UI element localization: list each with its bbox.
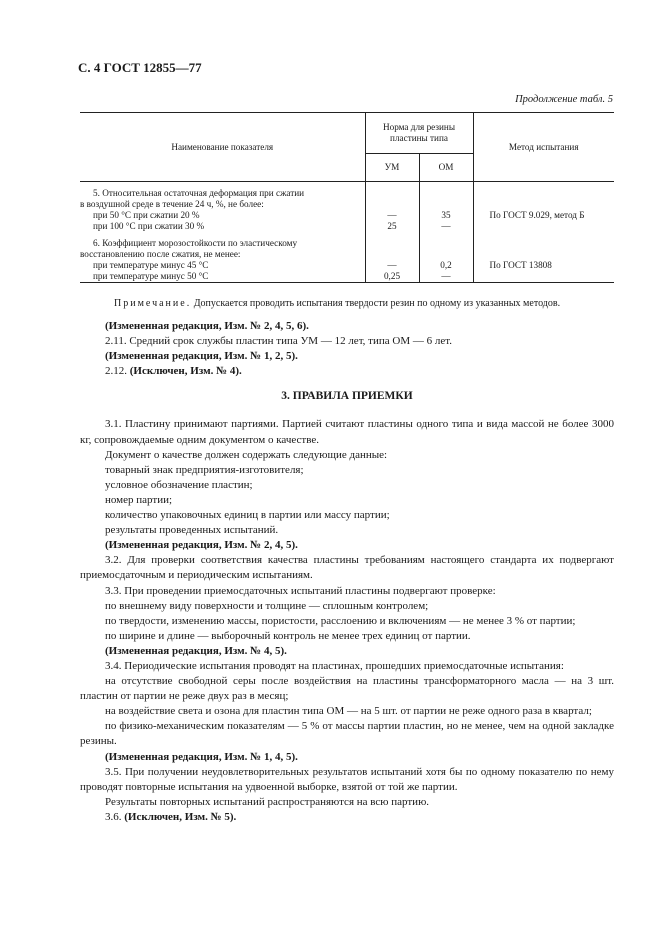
row-5-um-1: — [387,210,397,220]
column-method-values [473,182,614,283]
amendment-note: (Измененная редакция, Изм. № 4, 5). [105,644,287,657]
amendment-note: (Измененная редакция, Изм. № 1, 2, 5). [105,350,298,363]
clause-2-11: 2.11. Средний срок службы пластин типа УМ — 12 лет, типа ОМ — 6 лет. [105,335,452,348]
clause-2-12: 2.12. (Исключен, Изм. № 4). [105,365,242,378]
table-continuation-label: Продолжение табл. 5 [515,94,613,105]
table-note [114,298,560,309]
header-om: ОМ [438,162,454,172]
list-item: по физико-механическим показателям — 5 % от массы партии пластин, но не менее, чем на одной закладке резины. [80,720,614,748]
clause-3-6: 3.6. (Исключен, Изм. № 5). [105,810,237,823]
row-6-indicator: 6. Коэффициент морозостойкости по эластическому восстановлению после сжатия, не менее: при температуре минус 45 °С при температуре минус 50 °С [80,238,298,281]
amendment-note: (Измененная редакция, Изм. № 1, 4, 5). [105,750,298,763]
row-6-method: По ГОСТ 13808 [489,260,552,270]
column-um-values [365,182,419,283]
row-5-om-1: 35 [441,210,451,220]
clause-3-1: 3.1. Пластину принимают партиями. Партией считают пластины одного типа и вида массой не более 3000 кг, сопровождаемые одним документом о качестве. [80,418,614,446]
row-5-um-2: 25 [387,221,397,231]
row-6-um-1: — [387,260,397,270]
clause-3-2: 3.2. Для проверки соответствия качества пластины требованиям настоящего стандарта их подвергают приемосдаточным и периодическим испытаниям. [80,554,614,582]
clause-3-5-result: Результаты повторных испытаний распространяются на всю партию. [105,795,430,808]
list-item: товарный знак предприятия-изготовителя; [105,463,304,476]
document-body [80,319,614,825]
row-6-um-2: 0,25 [383,271,401,281]
header-norm-line1: Норма для резины [382,122,455,132]
document-intro: Документ о качестве должен содержать следующие данные: [105,448,388,461]
header-method: Метод испытания [473,113,614,182]
list-item: по внешнему виду поверхности и толщине — сплошным контролем; [105,599,429,612]
table-body-row [80,182,614,283]
properties-table [80,112,614,283]
header-norm-line2: пластины типа [390,133,448,143]
header-norm [365,113,473,182]
column-om-values [419,182,473,283]
row-6-om-2: — [441,271,451,281]
list-item: по твердости, изменению массы, пористости, расслоению и включениям — не менее 3 % от партии; [105,614,576,627]
list-item: на отсутствие свободной серы после воздействия на пластины трансформаторного масла — на 3 шт. пластин от партии не реже двух раз в месяц; [80,675,614,703]
section-title: 3. ПРАВИЛА ПРИЕМКИ [281,390,413,403]
row-5-method: По ГОСТ 9.029, метод Б [489,210,585,220]
list-item: количество упаковочных единиц в партии или массу партии; [105,509,390,522]
clause-3-4: 3.4. Периодические испытания проводят на пластинах, прошедших приемосдаточные испытания: [105,659,564,672]
note-text: Допускается проводить испытания твердости резин по одному из указанных методов. [193,298,561,309]
header-indicator: Наименование показателя [80,113,365,182]
row-5-indicator: 5. Относительная остаточная деформация при сжатии в воздушной среде в течение 24 ч, %, не более: при 50 °С при сжатии 20 % при 100 °С при сжатии 30 % [80,188,305,231]
row-5-om-2: — [441,221,451,231]
list-item: на воздействие света и озона для пластин типа ОМ — на 5 шт. от партии не реже одного раза в квартал; [105,705,592,718]
amendment-note: (Измененная редакция, Изм. № 2, 4, 5). [105,539,298,552]
list-item: условное обозначение пластин; [105,478,253,491]
table-header-row [80,113,614,182]
list-item: номер партии; [105,493,173,506]
row-6-om-1: 0,2 [440,260,452,270]
clause-3-3: 3.3. При проведении приемосдаточных испытаний пластины подвергают проверке: [105,584,496,597]
list-item: результаты проведенных испытаний. [105,524,279,537]
header-um: УМ [366,154,420,181]
list-item: по ширине и длине — выборочный контроль не менее трех единиц от партии. [105,629,471,642]
note-label: Примечание. [114,298,192,309]
clause-3-5: 3.5. При получении неудовлетворительных результатов испытаний хотя бы по одному показателю по нему проводят повторные испытания на удвоенной выборке, взятой от той же партии. [80,765,614,793]
page-header: С. 4 ГОСТ 12855—77 [78,60,202,75]
amendment-note: (Измененная редакция, Изм. № 2, 4, 5, 6). [105,320,309,332]
